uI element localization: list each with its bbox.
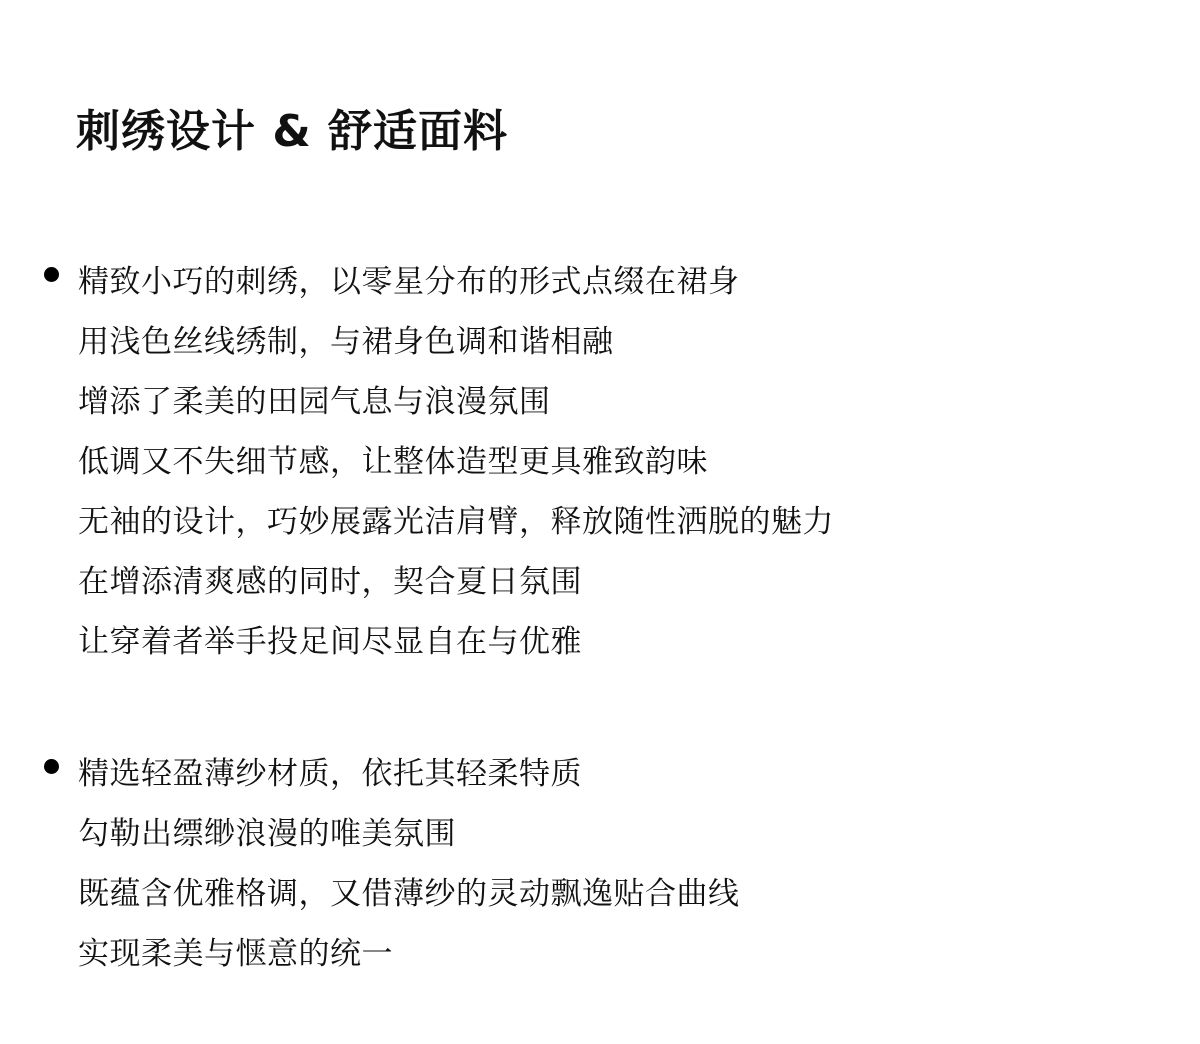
text-line: 让穿着者举手投足间尽显自在与优雅 xyxy=(78,624,582,660)
text-line: 用浅色丝线绣制，与裙身色调和谐相融 xyxy=(78,324,614,360)
embroidery-text-block xyxy=(78,252,834,672)
text-line: 无袖的设计，巧妙展露光洁肩臂，释放随性洒脱的魅力 xyxy=(78,504,834,540)
text-line: 在增添清爽感的同时，契合夏日氛围 xyxy=(78,564,582,600)
text-line: 既蕴含优雅格调，又借薄纱的灵动飘逸贴合曲线 xyxy=(78,876,740,912)
bullet-dot-icon xyxy=(44,759,59,774)
text-line: 勾勒出缥缈浪漫的唯美氛围 xyxy=(78,816,456,852)
text-line: 实现柔美与惬意的统一 xyxy=(78,936,393,972)
text-line: 精选轻盈薄纱材质，依托其轻柔特质 xyxy=(78,756,582,792)
text-line: 增添了柔美的田园气息与浪漫氛围 xyxy=(78,384,551,420)
page-title: 刺绣设计 & 舒适面料 xyxy=(76,106,509,157)
fabric-text-block xyxy=(78,744,740,984)
bullet-dot-icon xyxy=(44,267,59,282)
text-line: 低调又不失细节感，让整体造型更具雅致韵味 xyxy=(78,444,708,480)
text-line: 精致小巧的刺绣，以零星分布的形式点缀在裙身 xyxy=(78,264,740,300)
